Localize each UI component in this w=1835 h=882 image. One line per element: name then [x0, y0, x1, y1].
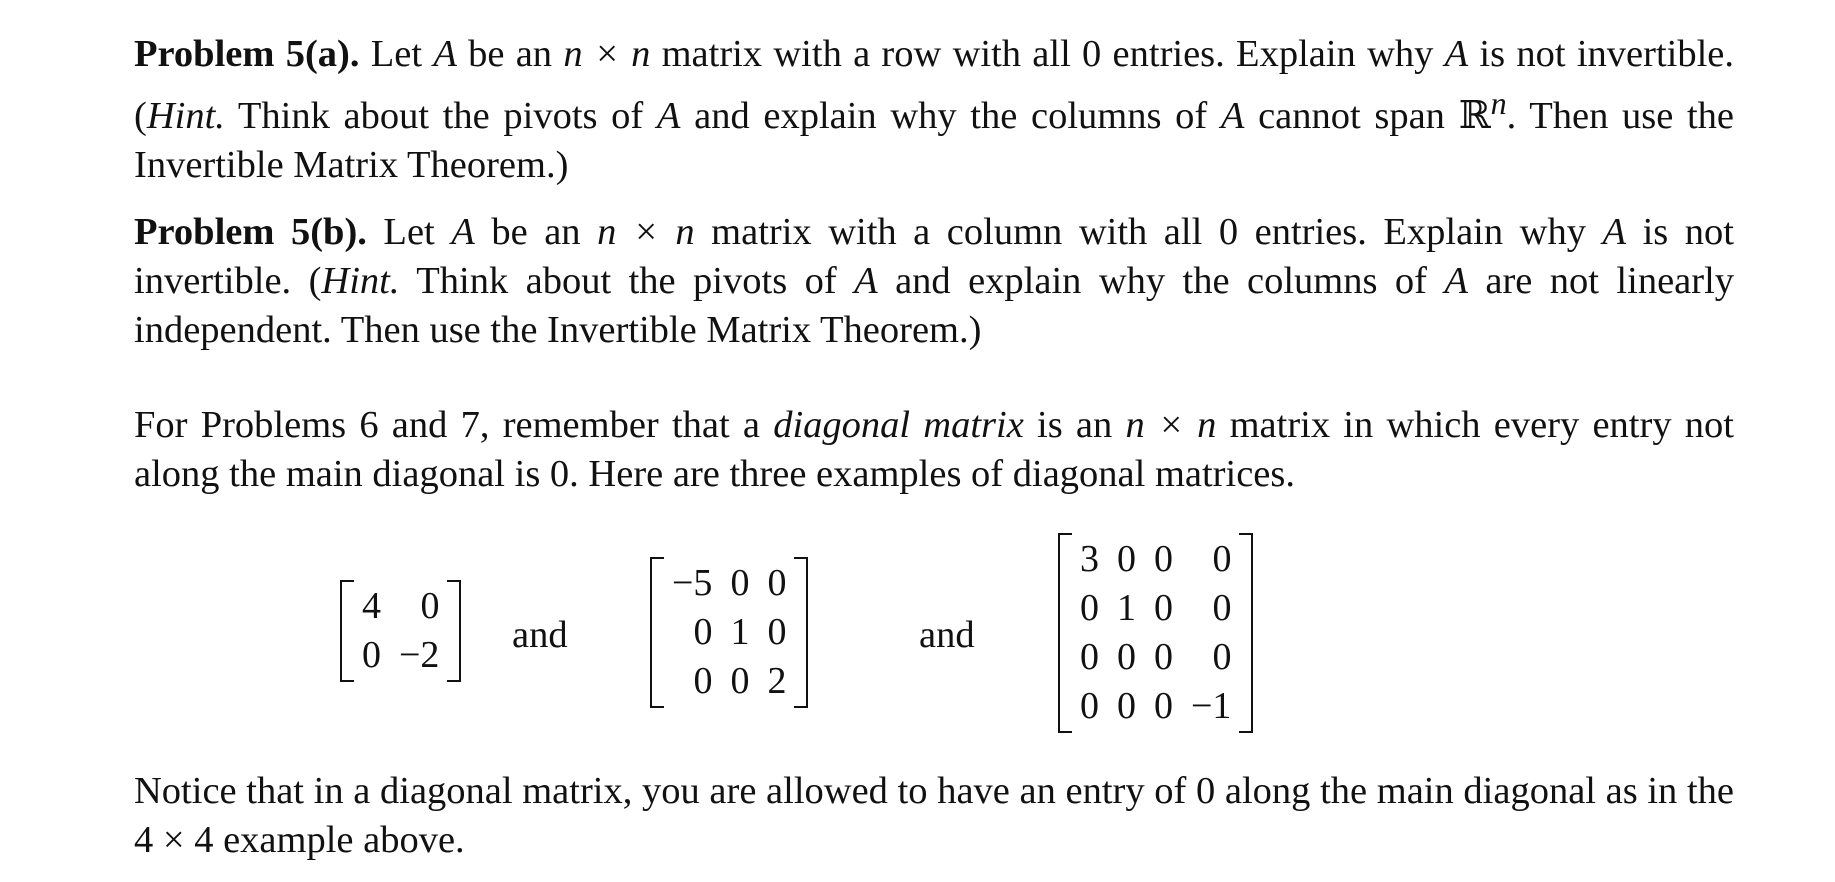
matrix-entry: 2	[767, 659, 787, 702]
matrix-entry: 0	[362, 633, 381, 676]
math-var: A	[1220, 94, 1245, 137]
math-expr: n × n	[597, 210, 695, 253]
matrix-entry: 0	[1154, 537, 1173, 580]
matrix-entry: 0	[1154, 586, 1173, 629]
text: be an	[456, 33, 564, 75]
math-var: A	[433, 33, 457, 75]
text: cannot span ℝ	[1244, 94, 1491, 137]
text: matrix in which every entry not along the main diagonal is 0. Here are three examples of diagonal matrices.	[134, 403, 1734, 495]
matrix-2x2	[340, 580, 461, 682]
text: Think about the pivots of	[224, 94, 657, 137]
problem-5b	[134, 208, 1734, 355]
matrix-entry: 0	[1117, 684, 1136, 727]
text: is an	[1023, 403, 1126, 446]
text: Think about the pivots of	[399, 259, 855, 302]
diagonal-intro	[134, 401, 1734, 499]
matrix-entry: 0	[767, 610, 787, 653]
matrix-entry: 0	[693, 659, 713, 702]
right-bracket	[794, 557, 808, 708]
matrix-entry: −2	[399, 633, 440, 676]
matrix-entry: 0	[420, 584, 440, 627]
left-bracket	[1058, 533, 1072, 733]
text: is not invertible. (	[134, 210, 1734, 302]
text: and explain why the columns of	[877, 259, 1445, 302]
matrix-entry: 1	[730, 610, 750, 653]
left-bracket	[650, 557, 664, 708]
text: Let	[366, 210, 452, 253]
matrix-entry: −1	[1191, 684, 1232, 727]
problem-5b-heading: Problem 5(b).	[134, 210, 367, 253]
text: is not invertible. (	[134, 33, 1734, 137]
matrix-entry: 4	[362, 584, 381, 627]
left-bracket	[340, 580, 354, 682]
text: For Problems 6 and 7, remember that a	[134, 403, 774, 446]
hint-label: Hint.	[321, 259, 400, 302]
matrix-examples	[134, 525, 1734, 745]
matrix-entry: 0	[1080, 684, 1099, 727]
and-text-1: and	[512, 613, 568, 656]
text: . Then use the Invertible Matrix Theorem.)	[134, 94, 1735, 186]
matrix-grid	[1072, 533, 1239, 733]
matrix-entry: 0	[730, 659, 750, 702]
text: be an	[474, 210, 598, 253]
and-text-2: and	[919, 613, 975, 656]
text: matrix with a column with all 0 entries. Explain why	[694, 210, 1603, 253]
text: and explain why the columns of	[680, 94, 1221, 137]
text: are not linearly independent. Then use the Invertible Matrix Theorem.)	[134, 259, 1735, 351]
matrix-3x3	[650, 557, 808, 708]
text: Notice that in a diagonal matrix, you are allowed to have an entry of 0 along the main diagonal as in the 4 × 4 example above.	[134, 769, 1734, 861]
matrix-entry: 0	[1212, 537, 1232, 580]
matrix-entry: 3	[1080, 537, 1099, 580]
math-var: A	[1602, 210, 1627, 253]
problem-5a	[134, 30, 1734, 190]
problem-5a-heading: Problem 5(a).	[134, 33, 360, 75]
math-var: A	[656, 94, 681, 137]
right-bracket	[447, 580, 461, 682]
math-var: A	[451, 210, 475, 253]
matrix-entry: 0	[1212, 635, 1232, 678]
matrix-entry: 0	[1080, 635, 1099, 678]
matrix-entry: 0	[1080, 586, 1099, 629]
math-var: A	[1444, 259, 1468, 302]
matrix-4x4	[1058, 533, 1253, 733]
matrix-entry: 1	[1117, 586, 1136, 629]
math-superscript: n	[1490, 85, 1507, 121]
matrix-entry: 0	[767, 561, 787, 604]
defined-term: diagonal matrix	[773, 403, 1024, 446]
matrix-entry: 0	[730, 561, 750, 604]
matrix-entry: 0	[693, 610, 713, 653]
matrix-entry: 0	[1117, 635, 1136, 678]
matrix-entry: 0	[1154, 684, 1173, 727]
right-bracket	[1239, 533, 1253, 733]
matrix-grid	[664, 557, 794, 708]
text: matrix with a row with all 0 entries. Explain why	[650, 33, 1445, 75]
math-expr: n × n	[1125, 403, 1217, 446]
math-var: A	[854, 259, 878, 302]
matrix-entry: 0	[1212, 586, 1232, 629]
matrix-grid	[354, 580, 447, 682]
matrix-entry: 0	[1154, 635, 1173, 678]
math-expr: n × n	[563, 33, 651, 75]
matrix-entry: 0	[1117, 537, 1136, 580]
text: Let	[359, 33, 434, 75]
notice-paragraph	[134, 767, 1734, 865]
document-page	[134, 30, 1734, 865]
hint-label: Hint.	[146, 94, 225, 137]
matrix-entry: −5	[672, 561, 713, 604]
math-var: A	[1444, 33, 1469, 75]
